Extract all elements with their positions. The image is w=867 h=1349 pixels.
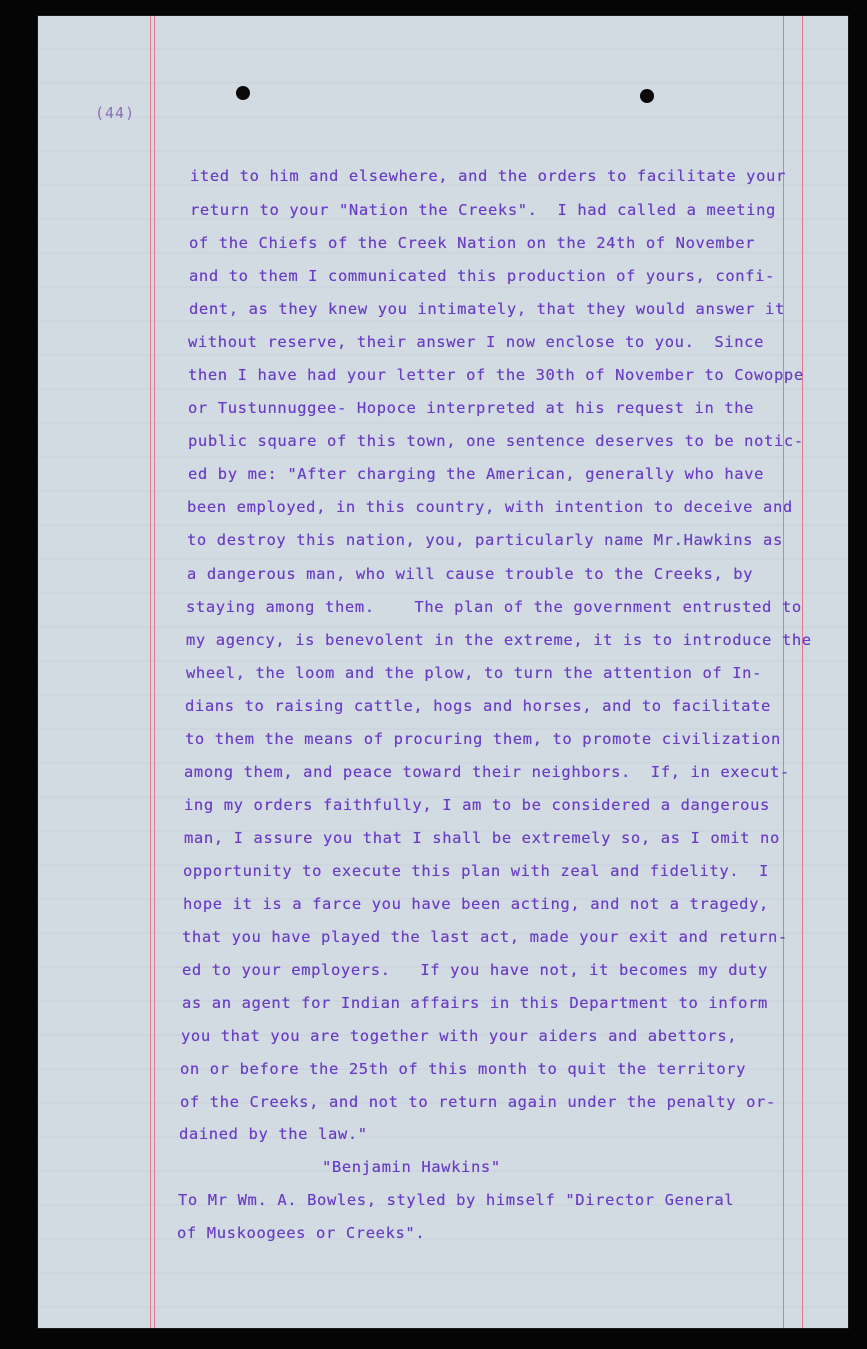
- text-line: or Tustunnuggee- Hopoce interpreted at his request in the: [188, 399, 755, 417]
- text-line: ed by me: "After charging the American, generally who have: [188, 465, 765, 483]
- text-line: return to your "Nation the Creeks". I had called a meeting: [190, 201, 776, 219]
- text-line: of the Chiefs of the Creek Nation on the 24th of November: [189, 234, 756, 252]
- text-line: on or before the 25th of this month to quit the territory: [180, 1060, 747, 1078]
- text-line: ing my orders faithfully, I am to be considered a dangerous: [184, 796, 770, 814]
- text-line: dained by the law.": [179, 1125, 368, 1143]
- text-line: man, I assure you that I shall be extremely so, as I omit no: [184, 829, 780, 847]
- text-line: opportunity to execute this plan with zeal and fidelity. I: [183, 862, 769, 880]
- document-page: [38, 16, 848, 1328]
- text-line: without reserve, their answer I now enclose to you. Since: [188, 333, 765, 351]
- page-number: (44): [95, 104, 136, 122]
- text-line: ed to your employers. If you have not, it becomes my duty: [182, 961, 768, 979]
- text-line: been employed, in this country, with intention to deceive and: [187, 498, 793, 516]
- text-line: staying among them. The plan of the government entrusted to: [186, 598, 802, 616]
- text-line: you that you are together with your aiders and abettors,: [181, 1027, 738, 1045]
- text-line: a dangerous man, who will cause trouble to the Creeks, by: [187, 565, 754, 583]
- text-line: among them, and peace toward their neighbors. If, in execut-: [184, 763, 790, 781]
- text-line: to them the means of procuring them, to promote civilization: [185, 730, 781, 748]
- text-line: of the Creeks, and not to return again under the penalty or-: [180, 1093, 776, 1111]
- typed-letter-body: [38, 16, 848, 1328]
- text-line: that you have played the last act, made your exit and return-: [182, 928, 788, 946]
- text-line: to destroy this nation, you, particularly name Mr.Hawkins as: [187, 531, 783, 549]
- text-line: public square of this town, one sentence deserves to be notic-: [188, 432, 804, 450]
- text-line: dians to raising cattle, hogs and horses, and to facilitate: [185, 697, 771, 715]
- text-line: wheel, the loom and the plow, to turn the attention of In-: [186, 664, 763, 682]
- addressee-line: of Muskoogees or Creeks".: [177, 1224, 426, 1242]
- signature-line: "Benjamin Hawkins": [322, 1158, 501, 1176]
- text-line: hope it is a farce you have been acting, and not a tragedy,: [183, 895, 769, 913]
- addressee-line: To Mr Wm. A. Bowles, styled by himself "Director General: [178, 1191, 735, 1209]
- text-line: ited to him and elsewhere, and the orders to facilitate your: [190, 167, 786, 185]
- text-line: and to them I communicated this production of yours, confi-: [189, 267, 775, 285]
- text-line: as an agent for Indian affairs in this Department to inform: [182, 994, 768, 1012]
- text-line: my agency, is benevolent in the extreme, it is to introduce the: [186, 631, 812, 649]
- text-line: dent, as they knew you intimately, that they would answer it: [189, 300, 785, 318]
- text-line: then I have had your letter of the 30th of November to Cowoppe: [188, 366, 804, 384]
